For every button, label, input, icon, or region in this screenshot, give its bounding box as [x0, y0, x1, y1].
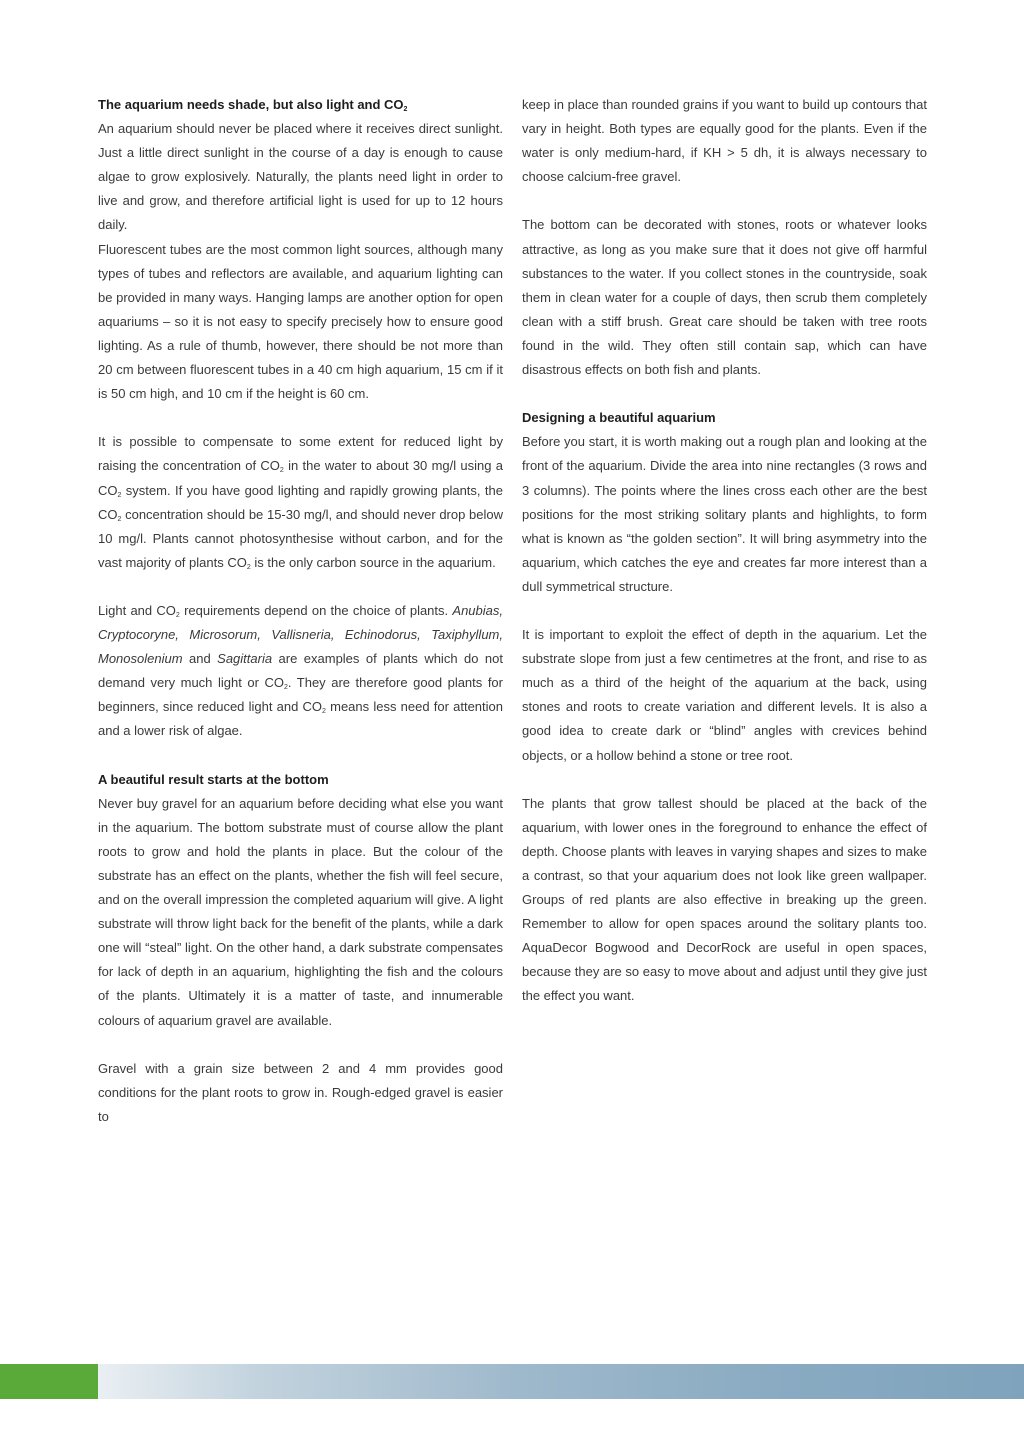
- right-column: [522, 93, 927, 1009]
- text-run: requirements depend on the choice of plants.: [179, 602, 453, 618]
- text-run: is the only carbon source in the aquarium.: [250, 554, 496, 570]
- text-run: . They are therefore good plants for beginners, since reduced light and CO: [98, 675, 503, 715]
- plant-names: Anubias, Cryptocoryne, Microsorum, Vallisneria, Echinodorus, Taxiphyllum, Monosolenium: [98, 602, 503, 667]
- text-run: means less need for attention and a lower risk of algae.: [98, 699, 503, 739]
- subscript: 2: [403, 106, 408, 113]
- paragraph-decoration: The bottom can be decorated with stones, roots or whatever looks attractive, as long as you make sure that it does not give off harmful substances to the water. If you collect stones in the countryside, soak them in clean water for a couple of days, then scrub them completely clean with a stiff brush. Great care should be taken with tree roots found in the wild. They often still contain sap, which can have disastrous effects on both fish and plants.: [522, 217, 927, 378]
- paragraph-golden-section: Before you start, it is worth making out a rough plan and looking at the front of the aquarium. Divide the area into nine rectangles (3 rows and 3 columns). The points where the lines cross each other are the best positions for the most striking solitary plants and highlights, to form what is known as “the golden section”. It will bring asymmetry into the aquarium, which catches the eye and creates far more interest than a dull symmetrical structure.: [522, 434, 927, 594]
- heading-shade-light: [98, 93, 503, 117]
- heading-text: The aquarium needs shade, but also light and CO: [98, 97, 404, 112]
- paragraph-gravel-contours: keep in place than rounded grains if you want to build up contours that vary in height. Both types are equally good for the plants. Even if the water is only medium-hard, if KH > 5 dh, it is always necessary to choose calcium-free gravel.: [522, 97, 927, 185]
- paragraph-grain-size: Gravel with a grain size between 2 and 4 mm provides good conditions for the plant roots to grow in. Rough-edged gravel is easier to: [98, 1060, 503, 1124]
- text-run: system. If you have good lighting and rapidly growing plants, the CO: [98, 482, 503, 522]
- text-run: and: [182, 651, 218, 667]
- text-run: are examples of plants which do not demand very much light or CO: [98, 651, 503, 691]
- paragraph-plant-placement: The plants that grow tallest should be placed at the back of the aquarium, with lower ones in the foreground to enhance the effect of depth. Choose plants with leaves in varying shapes and sizes to make a contrast, so that your aquarium does not look like green wallpaper. Groups of red plants are also effective in breaking up the green. Remember to allow for open spaces around the solitary plants too. AquaDecor Bogwood and DecorRock are useful in open spaces, because they are so easy to move about and adjust until they give just the effect you want.: [522, 795, 927, 1004]
- heading-designing: Designing a beautiful aquarium: [522, 410, 716, 426]
- paragraph-fluorescent: Fluorescent tubes are the most common light sources, although many types of tubes and reflectors are available, and aquarium lighting can be provided in many ways. Hanging lamps are another option for open aquariums – so it is not easy to specify precisely how to ensure good lighting. As a rule of thumb, however, there should be not more than 20 cm between fluorescent tubes in a 40 cm high aquarium, 15 cm if it is 50 cm high, and 10 cm if the height is 60 cm.: [98, 241, 503, 402]
- paragraph-depth: It is important to exploit the effect of depth in the aquarium. Let the substrate slope from just a few centimetres at the front, and rise to as much as a third of the height of the aquarium at the back, using stones and roots to create variation and different levels. It is also a good idea to create dark or “blind” angles with crevices behind objects, or a hollow behind a stone or tree root.: [522, 627, 927, 763]
- paragraph-co2-compensation: [98, 430, 503, 575]
- text-run: concentration should be 15-30 mg/l, and should never drop below 10 mg/l. Plants cannot photosynthesise without carbon, and for the vast majority of plants CO: [98, 506, 503, 570]
- left-column: [98, 93, 503, 1129]
- text-run: It is possible to compensate to some extent for reduced light by raising the concentration of CO: [98, 434, 503, 474]
- paragraph-gravel-choice: Never buy gravel for an aquarium before deciding what else you want in the aquarium. The bottom substrate must of course allow the plant roots to grow and hold the plants in place. But the colour of the substrate has an effect on the plants, whether the fish will feel secure, and on the overall impression the completed aquarium will give. A light substrate will throw light back for the benefit of the plants, while a dark one will “steal” light. On the other hand, a dark substrate compensates for lack of depth in an aquarium, highlighting the fish and the colours of the plants. Ultimately it is a matter of taste, and innumerable colours of aquarium gravel are available.: [98, 795, 503, 1028]
- subscript: 2: [175, 611, 180, 619]
- subscript: 2: [117, 491, 122, 499]
- footer-gradient-bar: [0, 1364, 1024, 1399]
- text-run: in the water to about 30 mg/l using a CO: [98, 458, 503, 498]
- text-run: Light and CO: [98, 602, 176, 618]
- footer-green-block: [0, 1364, 98, 1399]
- paragraph-sunlight: An aquarium should never be placed where it receives direct sunlight. Just a little direct sunlight in the course of a day is enough to cause algae to grow explosively. Naturally, the plants need light in order to live and grow, and therefore artificial light is used for up to 12 hours daily.: [98, 121, 503, 233]
- subscript: 2: [283, 684, 288, 692]
- subscript: 2: [322, 708, 326, 716]
- heading-bottom: A beautiful result starts at the bottom: [98, 771, 329, 787]
- subscript: 2: [279, 467, 284, 475]
- paragraph-plant-requirements: [98, 599, 503, 744]
- subscript: 2: [246, 563, 251, 571]
- subscript: 2: [117, 515, 122, 523]
- plant-names: Sagittaria: [217, 651, 273, 667]
